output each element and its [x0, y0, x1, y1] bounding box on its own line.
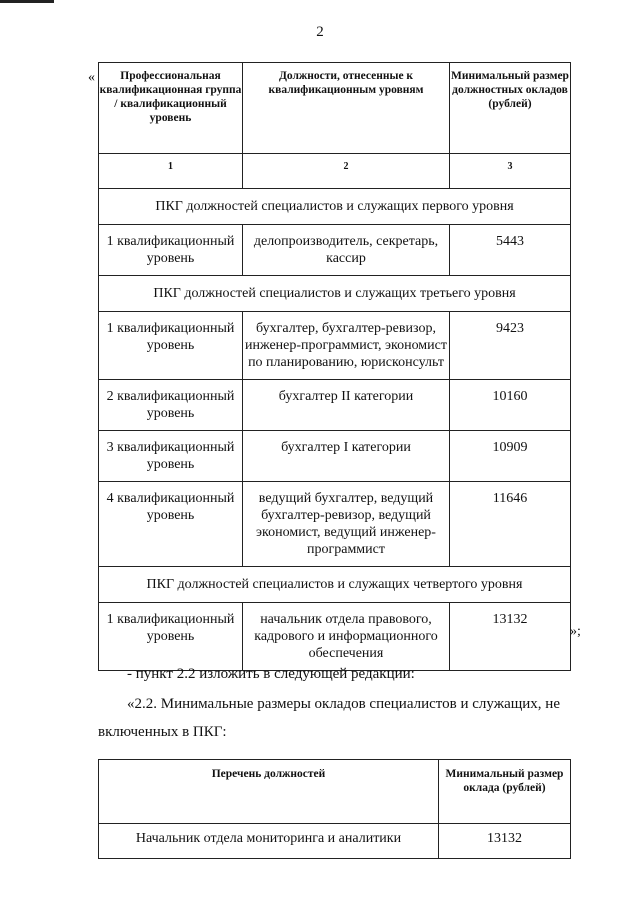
table-row — [99, 603, 571, 671]
salary-table-pkg — [98, 62, 571, 671]
level-cell: 3 квалификационный уровень — [99, 431, 243, 482]
column-number: 3 — [450, 154, 571, 189]
salary-table-non-pkg — [98, 759, 571, 859]
positions-cell: делопроизводитель, секретарь, кассир — [243, 225, 450, 276]
group-title: ПКГ должностей специалистов и служащих первого уровня — [99, 189, 571, 225]
positions-cell: бухгалтер, бухгалтер-ревизор, инженер-программист, экономист по планированию, юрисконсульт — [243, 312, 450, 380]
column-number: 1 — [99, 154, 243, 189]
salary-cell: 10160 — [450, 380, 571, 431]
positions-cell: ведущий бухгалтер, ведущий бухгалтер-ревизор, ведущий экономист, ведущий инженер-программист — [243, 482, 450, 567]
positions-cell: бухгалтер I категории — [243, 431, 450, 482]
header-cell-positions: Перечень должностей — [99, 760, 439, 824]
level-cell: 4 квалификационный уровень — [99, 482, 243, 567]
closing-quote: »; — [570, 624, 581, 639]
table-header-row — [99, 760, 571, 824]
salary-cell: 5443 — [450, 225, 571, 276]
level-cell: 1 квалификационный уровень — [99, 312, 243, 380]
table-header-row — [99, 63, 571, 154]
salary-cell: 9423 — [450, 312, 571, 380]
salary-cell: 11646 — [450, 482, 571, 567]
group-row — [99, 276, 571, 312]
column-number-row — [99, 154, 571, 189]
level-cell: 1 квалификационный уровень — [99, 225, 243, 276]
table-row — [99, 312, 571, 380]
salary-cell: 13132 — [439, 824, 571, 859]
opening-quote: « — [88, 70, 95, 85]
positions-cell: бухгалтер II категории — [243, 380, 450, 431]
level-cell: 1 квалификационный уровень — [99, 603, 243, 671]
header-cell-group: Профессиональная квалификационная группа / квалификационный уровень — [99, 63, 243, 154]
header-cell-salary: Минимальный размер должностных окладов (рублей) — [450, 63, 571, 154]
positions-cell: начальник отдела правового, кадрового и информационного обеспечения — [243, 603, 450, 671]
group-title: ПКГ должностей специалистов и служащих четвертого уровня — [99, 567, 571, 603]
table-row — [99, 431, 571, 482]
position-cell: Начальник отдела мониторинга и аналитики — [99, 824, 439, 859]
paragraph-amendment: - пункт 2.2 изложить в следующей редакции: — [127, 666, 415, 682]
level-cell: 2 квалификационный уровень — [99, 380, 243, 431]
header-cell-salary: Минимальный размер оклада (рублей) — [439, 760, 571, 824]
table-row — [99, 824, 571, 859]
table-row — [99, 380, 571, 431]
group-title: ПКГ должностей специалистов и служащих третьего уровня — [99, 276, 571, 312]
salary-cell: 10909 — [450, 431, 571, 482]
group-row — [99, 567, 571, 603]
salary-cell: 13132 — [450, 603, 571, 671]
table-row — [99, 482, 571, 567]
page-number: 2 — [316, 24, 324, 40]
table-row — [99, 225, 571, 276]
paragraph-clause-2-2: «2.2. Минимальные размеры окладов специалистов и служащих, не — [127, 696, 560, 712]
group-row — [99, 189, 571, 225]
column-number: 2 — [243, 154, 450, 189]
top-edge-mark — [0, 0, 54, 3]
paragraph-clause-2-2-cont: включенных в ПКГ: — [98, 724, 227, 740]
header-cell-positions: Должности, отнесенные к квалификационным уровням — [243, 63, 450, 154]
